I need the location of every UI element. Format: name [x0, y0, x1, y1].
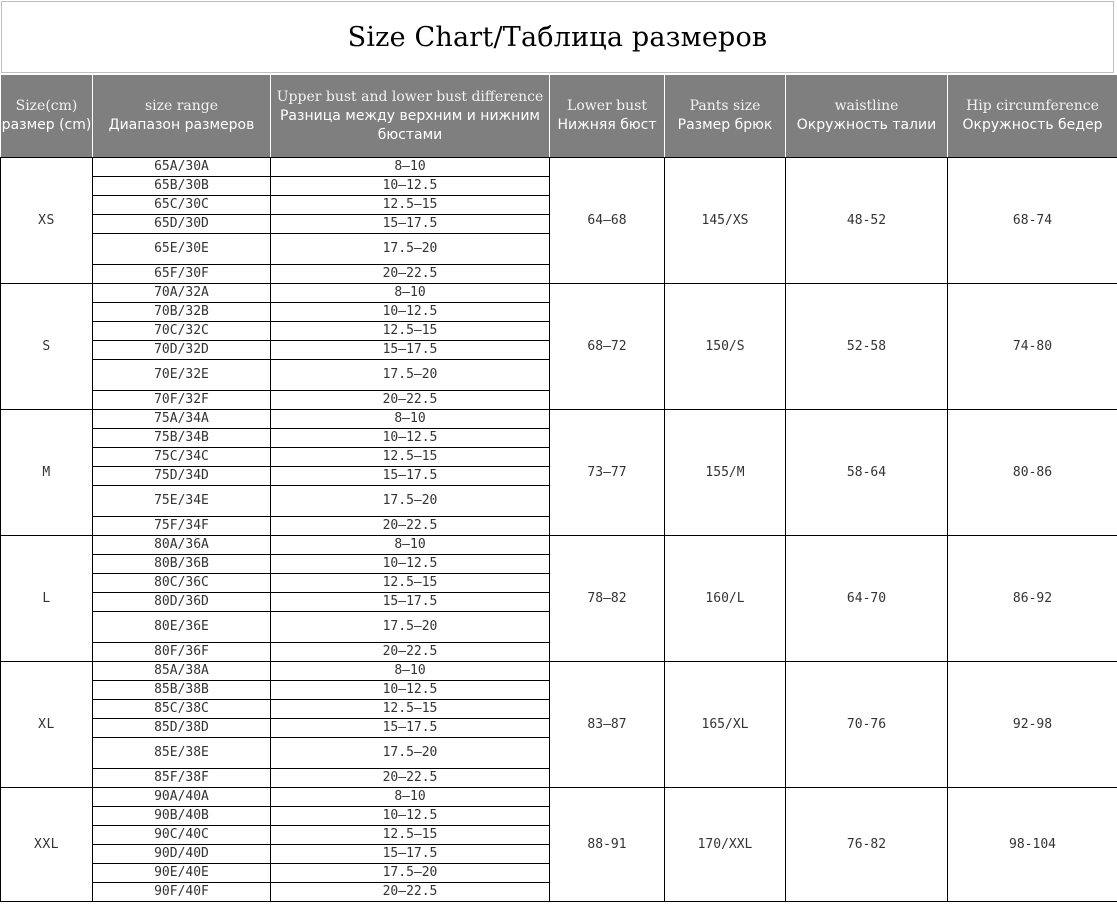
- size-cell: M: [1, 410, 93, 536]
- header-bust-difference-ru: Разница между верхним и нижним бюстами: [279, 107, 540, 143]
- table-row: [1, 536, 1117, 555]
- bust-difference-cell: 10—12.5: [271, 555, 550, 574]
- bust-difference-cell: 20—22.5: [271, 643, 550, 662]
- table-row: [1, 788, 1117, 807]
- bust-difference-cell: 8—10: [271, 284, 550, 303]
- size-range-cell: 85D/38D: [93, 719, 271, 738]
- size-range-cell: 85E/38E: [93, 738, 271, 769]
- bust-difference-cell: 8—10: [271, 158, 550, 177]
- hip-circumference-cell: 98-104: [948, 788, 1117, 902]
- bust-difference-cell: 17.5—20: [271, 360, 550, 391]
- bust-difference-cell: 8—10: [271, 662, 550, 681]
- size-cell: L: [1, 536, 93, 662]
- size-range-cell: 75F/34F: [93, 517, 271, 536]
- size-range-cell: 80D/36D: [93, 593, 271, 612]
- lower-bust-cell: 78—82: [550, 536, 665, 662]
- waistline-cell: 70-76: [786, 662, 948, 788]
- size-range-cell: 65A/30A: [93, 158, 271, 177]
- bust-difference-cell: 12.5—15: [271, 700, 550, 719]
- size-range-cell: 90E/40E: [93, 864, 271, 883]
- bust-difference-cell: 20—22.5: [271, 265, 550, 284]
- bust-difference-cell: 17.5—20: [271, 738, 550, 769]
- size-cell: XXL: [1, 788, 93, 902]
- size-range-cell: 75B/34B: [93, 429, 271, 448]
- size-range-cell: 85F/38F: [93, 769, 271, 788]
- size-range-cell: 80B/36B: [93, 555, 271, 574]
- bust-difference-cell: 10—12.5: [271, 681, 550, 700]
- size-range-cell: 90B/40B: [93, 807, 271, 826]
- bust-difference-cell: 20—22.5: [271, 517, 550, 536]
- bust-difference-cell: 12.5—15: [271, 448, 550, 467]
- pants-size-cell: 155/M: [665, 410, 786, 536]
- bust-difference-cell: 8—10: [271, 788, 550, 807]
- waistline-cell: 64-70: [786, 536, 948, 662]
- lower-bust-cell: 83—87: [550, 662, 665, 788]
- size-range-cell: 70B/32B: [93, 303, 271, 322]
- size-range-cell: 90C/40C: [93, 826, 271, 845]
- pants-size-cell: 170/XXL: [665, 788, 786, 902]
- header-bust-difference: [271, 75, 550, 158]
- size-range-cell: 75E/34E: [93, 486, 271, 517]
- size-range-cell: 65C/30C: [93, 196, 271, 215]
- header-size-range: [93, 75, 271, 158]
- size-range-cell: 85C/38C: [93, 700, 271, 719]
- table-row: [1, 158, 1117, 177]
- header-waistline-ru: Окружность талии: [796, 117, 937, 133]
- size-range-cell: 65F/30F: [93, 265, 271, 284]
- header-size-ru: размер (cm): [1, 117, 92, 133]
- table-row: [1, 410, 1117, 429]
- header-waistline: [786, 75, 948, 158]
- header-hip-circumference-en: Hip circumference: [966, 98, 1099, 114]
- size-range-cell: 65E/30E: [93, 234, 271, 265]
- bust-difference-cell: 20—22.5: [271, 883, 550, 902]
- bust-difference-cell: 12.5—15: [271, 196, 550, 215]
- bust-difference-cell: 20—22.5: [271, 391, 550, 410]
- size-range-cell: 70E/32E: [93, 360, 271, 391]
- header-pants-size-en: Pants size: [689, 98, 761, 114]
- size-range-cell: 65B/30B: [93, 177, 271, 196]
- header-hip-circumference-ru: Окружность бедер: [962, 117, 1103, 133]
- header-pants-size: [665, 75, 786, 158]
- hip-circumference-cell: 68-74: [948, 158, 1117, 284]
- size-cell: XL: [1, 662, 93, 788]
- bust-difference-cell: 10—12.5: [271, 177, 550, 196]
- table-row: [1, 662, 1117, 681]
- bust-difference-cell: 15—17.5: [271, 341, 550, 360]
- size-range-cell: 90F/40F: [93, 883, 271, 902]
- waistline-cell: 52-58: [786, 284, 948, 410]
- bust-difference-cell: 17.5—20: [271, 612, 550, 643]
- header-lower-bust-en: Lower bust: [567, 98, 647, 114]
- size-range-cell: 70D/32D: [93, 341, 271, 360]
- bust-difference-cell: 20—22.5: [271, 769, 550, 788]
- hip-circumference-cell: 80-86: [948, 410, 1117, 536]
- waistline-cell: 58-64: [786, 410, 948, 536]
- size-range-cell: 90D/40D: [93, 845, 271, 864]
- size-range-cell: 80E/36E: [93, 612, 271, 643]
- page-title: Size Chart/Таблица размеров: [1, 1, 1114, 73]
- bust-difference-cell: 17.5—20: [271, 864, 550, 883]
- bust-difference-cell: 15—17.5: [271, 215, 550, 234]
- size-range-cell: 90A/40A: [93, 788, 271, 807]
- header-size-en: Size(cm): [15, 98, 78, 114]
- size-range-cell: 85A/38A: [93, 662, 271, 681]
- size-range-cell: 85B/38B: [93, 681, 271, 700]
- size-range-cell: 65D/30D: [93, 215, 271, 234]
- lower-bust-cell: 64—68: [550, 158, 665, 284]
- size-range-cell: 70F/32F: [93, 391, 271, 410]
- bust-difference-cell: 12.5—15: [271, 826, 550, 845]
- header-size: [1, 75, 93, 158]
- bust-difference-cell: 15—17.5: [271, 845, 550, 864]
- size-chart-body: [1, 158, 1117, 902]
- bust-difference-cell: 17.5—20: [271, 486, 550, 517]
- size-range-cell: 80A/36A: [93, 536, 271, 555]
- size-cell: XS: [1, 158, 93, 284]
- lower-bust-cell: 88-91: [550, 788, 665, 902]
- pants-size-cell: 150/S: [665, 284, 786, 410]
- size-range-cell: 75C/34C: [93, 448, 271, 467]
- size-range-cell: 80C/36C: [93, 574, 271, 593]
- header-size-range-ru: Диапазон размеров: [108, 117, 255, 133]
- pants-size-cell: 165/XL: [665, 662, 786, 788]
- size-cell: S: [1, 284, 93, 410]
- bust-difference-cell: 17.5—20: [271, 234, 550, 265]
- bust-difference-cell: 15—17.5: [271, 719, 550, 738]
- header-bust-difference-en: Upper bust and lower bust difference: [276, 88, 544, 105]
- size-range-cell: 75D/34D: [93, 467, 271, 486]
- size-range-cell: 80F/36F: [93, 643, 271, 662]
- bust-difference-cell: 12.5—15: [271, 574, 550, 593]
- hip-circumference-cell: 92-98: [948, 662, 1117, 788]
- hip-circumference-cell: 86-92: [948, 536, 1117, 662]
- size-range-cell: 75A/34A: [93, 410, 271, 429]
- bust-difference-cell: 10—12.5: [271, 807, 550, 826]
- bust-difference-cell: 15—17.5: [271, 467, 550, 486]
- pants-size-cell: 160/L: [665, 536, 786, 662]
- header-size-range-en: size range: [144, 98, 219, 114]
- header-row: [1, 75, 1117, 158]
- size-chart-table: [0, 74, 1117, 902]
- header-lower-bust: [550, 75, 665, 158]
- bust-difference-cell: 15—17.5: [271, 593, 550, 612]
- bust-difference-cell: 8—10: [271, 410, 550, 429]
- bust-difference-cell: 10—12.5: [271, 429, 550, 448]
- bust-difference-cell: 10—12.5: [271, 303, 550, 322]
- pants-size-cell: 145/XS: [665, 158, 786, 284]
- waistline-cell: 48-52: [786, 158, 948, 284]
- lower-bust-cell: 73—77: [550, 410, 665, 536]
- bust-difference-cell: 8—10: [271, 536, 550, 555]
- header-hip-circumference: [948, 75, 1117, 158]
- size-range-cell: 70A/32A: [93, 284, 271, 303]
- bust-difference-cell: 12.5—15: [271, 322, 550, 341]
- table-row: [1, 284, 1117, 303]
- header-pants-size-ru: Размер брюк: [677, 117, 773, 133]
- lower-bust-cell: 68—72: [550, 284, 665, 410]
- header-lower-bust-ru: Нижняя бюст: [557, 117, 657, 133]
- header-waistline-en: waistline: [834, 98, 899, 114]
- hip-circumference-cell: 74-80: [948, 284, 1117, 410]
- size-range-cell: 70C/32C: [93, 322, 271, 341]
- waistline-cell: 76-82: [786, 788, 948, 902]
